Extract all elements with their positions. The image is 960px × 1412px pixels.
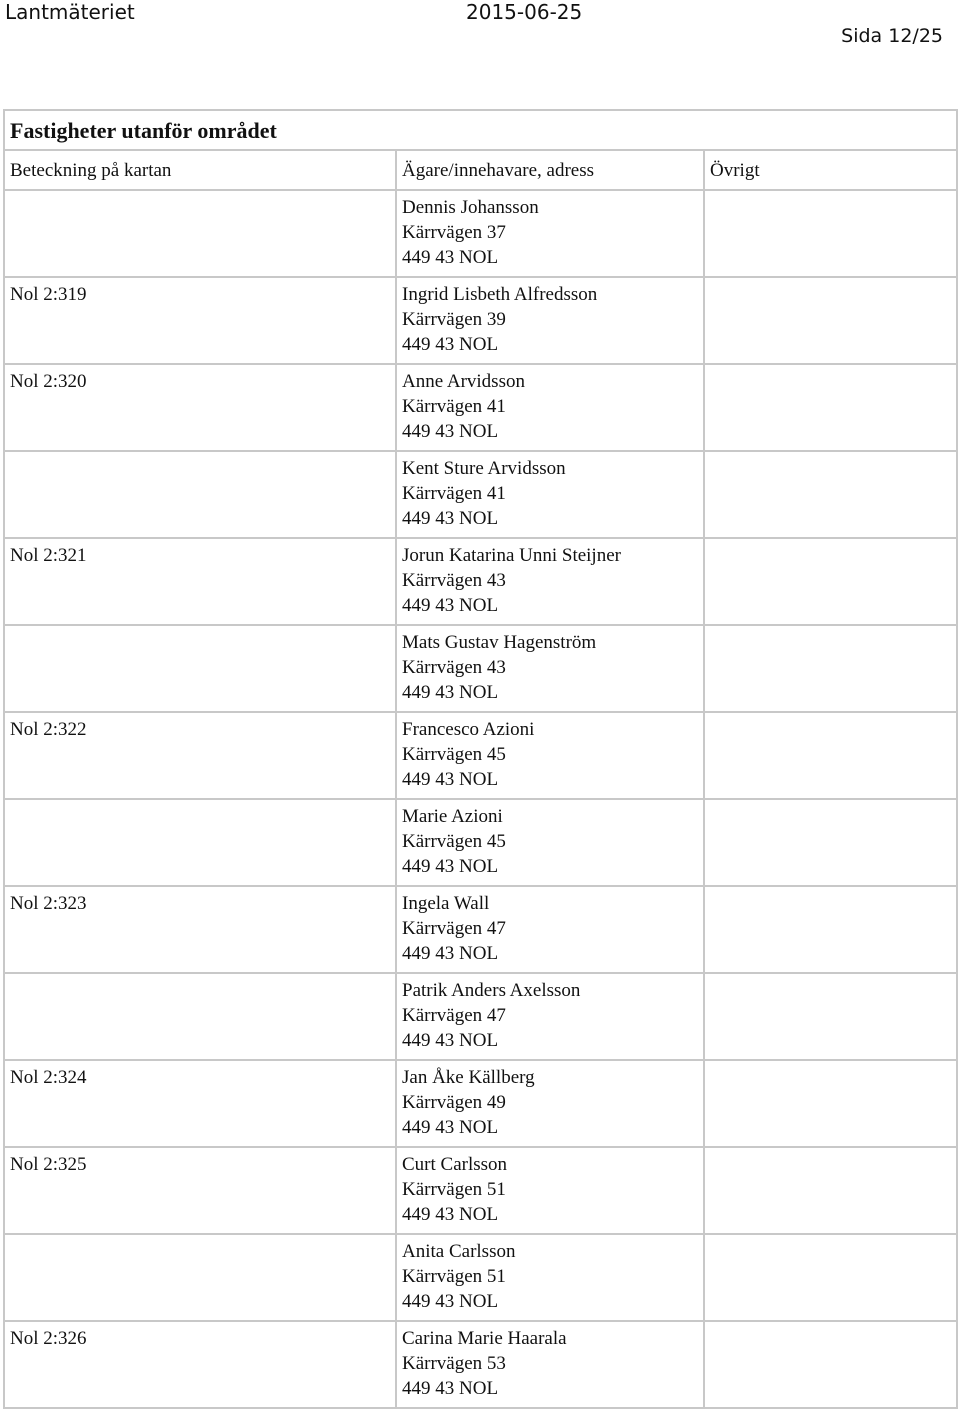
owner-name: Ingrid Lisbeth Alfredsson bbox=[402, 284, 598, 305]
owner-street: Kärrvägen 43 bbox=[402, 657, 506, 678]
owner-address bbox=[396, 973, 704, 1060]
table-row bbox=[4, 625, 957, 712]
page-number: Sida 12/25 bbox=[841, 25, 943, 47]
property-designation: Nol 2:324 bbox=[4, 1060, 396, 1147]
table-row bbox=[4, 712, 957, 799]
other-info bbox=[704, 625, 957, 712]
section-title-row bbox=[4, 110, 957, 150]
table-row bbox=[4, 1060, 957, 1147]
table-row bbox=[4, 277, 957, 364]
owner-street: Kärrvägen 45 bbox=[402, 744, 506, 765]
table-row bbox=[4, 1234, 957, 1321]
owner-name: Francesco Azioni bbox=[402, 719, 535, 740]
other-info bbox=[704, 190, 957, 277]
table-row bbox=[4, 1147, 957, 1234]
property-table bbox=[3, 109, 958, 1409]
owner-postal: 449 43 NOL bbox=[402, 943, 499, 964]
owner-postal: 449 43 NOL bbox=[402, 421, 499, 442]
other-info bbox=[704, 886, 957, 973]
table-row bbox=[4, 190, 957, 277]
column-header-designation: Beteckning på kartan bbox=[4, 150, 396, 190]
owner-postal: 449 43 NOL bbox=[402, 334, 499, 355]
owner-address bbox=[396, 1147, 704, 1234]
column-header-other: Övrigt bbox=[704, 150, 957, 190]
other-info bbox=[704, 1147, 957, 1234]
other-info bbox=[704, 538, 957, 625]
other-info bbox=[704, 973, 957, 1060]
table-row bbox=[4, 538, 957, 625]
owner-address bbox=[396, 1060, 704, 1147]
owner-name: Anita Carlsson bbox=[402, 1241, 516, 1262]
owner-address bbox=[396, 190, 704, 277]
property-designation: Nol 2:323 bbox=[4, 886, 396, 973]
other-info bbox=[704, 1321, 957, 1408]
owner-street: Kärrvägen 47 bbox=[402, 918, 506, 939]
owner-street: Kärrvägen 49 bbox=[402, 1092, 506, 1113]
other-info bbox=[704, 1060, 957, 1147]
owner-name: Jan Åke Källberg bbox=[402, 1067, 535, 1088]
owner-street: Kärrvägen 53 bbox=[402, 1353, 506, 1374]
owner-street: Kärrvägen 51 bbox=[402, 1266, 506, 1287]
owner-address bbox=[396, 1234, 704, 1321]
owner-name: Kent Sture Arvidsson bbox=[402, 458, 566, 479]
owner-street: Kärrvägen 41 bbox=[402, 396, 506, 417]
owner-name: Marie Azioni bbox=[402, 806, 503, 827]
other-info bbox=[704, 712, 957, 799]
table-row bbox=[4, 886, 957, 973]
property-designation: Nol 2:322 bbox=[4, 712, 396, 799]
owner-name: Jorun Katarina Unni Steijner bbox=[402, 545, 621, 566]
owner-name: Dennis Johansson bbox=[402, 197, 539, 218]
property-designation: Nol 2:320 bbox=[4, 364, 396, 451]
owner-postal: 449 43 NOL bbox=[402, 247, 499, 268]
other-info bbox=[704, 799, 957, 886]
owner-address bbox=[396, 712, 704, 799]
other-info bbox=[704, 364, 957, 451]
owner-name: Patrik Anders Axelsson bbox=[402, 980, 581, 1001]
owner-postal: 449 43 NOL bbox=[402, 769, 499, 790]
owner-postal: 449 43 NOL bbox=[402, 1291, 499, 1312]
owner-street: Kärrvägen 41 bbox=[402, 483, 506, 504]
table-row bbox=[4, 973, 957, 1060]
owner-street: Kärrvägen 47 bbox=[402, 1005, 506, 1026]
owner-name: Anne Arvidsson bbox=[402, 371, 525, 392]
table-row bbox=[4, 451, 957, 538]
owner-postal: 449 43 NOL bbox=[402, 1030, 499, 1051]
property-designation bbox=[4, 451, 396, 538]
owner-address bbox=[396, 538, 704, 625]
owner-name: Mats Gustav Hagenström bbox=[402, 632, 597, 653]
property-designation bbox=[4, 625, 396, 712]
owner-name: Curt Carlsson bbox=[402, 1154, 508, 1175]
owner-address bbox=[396, 625, 704, 712]
owner-street: Kärrvägen 43 bbox=[402, 570, 506, 591]
owner-street: Kärrvägen 37 bbox=[402, 222, 506, 243]
other-info bbox=[704, 451, 957, 538]
table-row bbox=[4, 1321, 957, 1408]
owner-address bbox=[396, 364, 704, 451]
property-table-body bbox=[4, 110, 957, 1408]
property-designation: Nol 2:321 bbox=[4, 538, 396, 625]
other-info bbox=[704, 1234, 957, 1321]
owner-postal: 449 43 NOL bbox=[402, 508, 499, 529]
owner-street: Kärrvägen 45 bbox=[402, 831, 506, 852]
owner-address bbox=[396, 799, 704, 886]
property-designation bbox=[4, 973, 396, 1060]
owner-street: Kärrvägen 39 bbox=[402, 309, 506, 330]
property-designation: Nol 2:326 bbox=[4, 1321, 396, 1408]
property-designation bbox=[4, 190, 396, 277]
property-designation: Nol 2:319 bbox=[4, 277, 396, 364]
property-designation bbox=[4, 1234, 396, 1321]
owner-address bbox=[396, 886, 704, 973]
owner-name: Carina Marie Haarala bbox=[402, 1328, 567, 1349]
page-header bbox=[0, 0, 960, 60]
owner-postal: 449 43 NOL bbox=[402, 1117, 499, 1138]
other-info bbox=[704, 277, 957, 364]
column-header-owner: Ägare/innehavare, adress bbox=[396, 150, 704, 190]
document-date: 2015-06-25 bbox=[466, 0, 583, 24]
owner-address bbox=[396, 451, 704, 538]
owner-address bbox=[396, 277, 704, 364]
property-designation bbox=[4, 799, 396, 886]
owner-address bbox=[396, 1321, 704, 1408]
table-row bbox=[4, 364, 957, 451]
column-header-row bbox=[4, 150, 957, 190]
section-title: Fastigheter utanför området bbox=[4, 110, 957, 150]
owner-postal: 449 43 NOL bbox=[402, 1204, 499, 1225]
property-designation: Nol 2:325 bbox=[4, 1147, 396, 1234]
owner-postal: 449 43 NOL bbox=[402, 856, 499, 877]
owner-postal: 449 43 NOL bbox=[402, 595, 499, 616]
owner-street: Kärrvägen 51 bbox=[402, 1179, 506, 1200]
owner-name: Ingela Wall bbox=[402, 893, 490, 914]
organization-name: Lantmäteriet bbox=[5, 0, 135, 24]
owner-postal: 449 43 NOL bbox=[402, 1378, 499, 1399]
table-row bbox=[4, 799, 957, 886]
owner-postal: 449 43 NOL bbox=[402, 682, 499, 703]
